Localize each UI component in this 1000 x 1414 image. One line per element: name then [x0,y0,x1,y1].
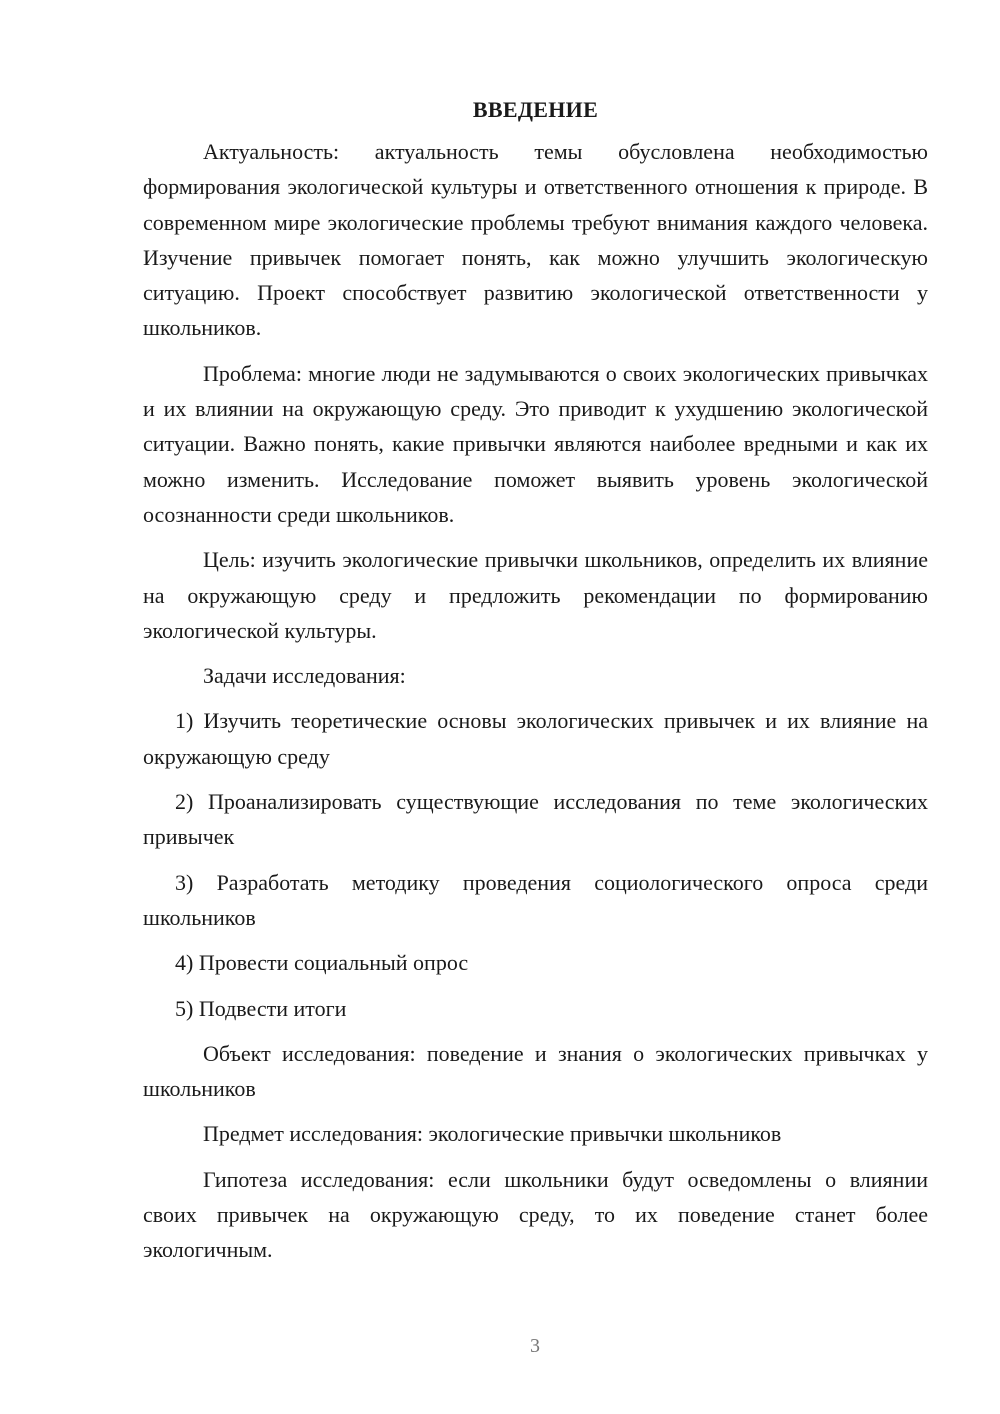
goal-paragraph: Цель: изучить экологические привычки школьников, определить их влияние на окружающую среду и предложить рекомендации по формированию экологической культуры. [143,547,928,643]
document-page [143,92,928,1278]
task-item-1: 1) Изучить теоретические основы экологических привычек и их влияние на окружающую среду [143,708,928,769]
problem-paragraph: Проблема: многие люди не задумываются о своих экологических привычках и их влиянии на окружающую среду. Это приводит к ухудшению экологической ситуации. Важно понять, какие привычки являются наиболее вредными и как их можно изменить. Исследование поможет выявить уровень экологической осознанности среди школьников. [143,360,928,527]
section-title: ВВЕДЕНИЕ [472,97,599,122]
task-item-3: 3) Разработать методику проведения социологического опроса среди школьников [143,869,928,930]
task-item-2: 2) Проанализировать существующие исследования по теме экологических привычек [143,789,928,850]
subject-paragraph: Предмет исследования: экологические привычки школьников [203,1121,782,1147]
page-number: 3 [530,1335,540,1357]
tasks-heading: Задачи исследования: [203,663,406,689]
task-item-4: 4) Провести социальный опрос [175,950,469,976]
task-item-5: 5) Подвести итоги [175,995,347,1021]
relevance-paragraph: Актуальность: актуальность темы обусловлена необходимостью формирования экологической культуры и ответственного отношения к природе. В современном мире экологические проблемы требуют внимания каждого человека. Изучение привычек помогает понять, как можно улучшить экологическую ситуацию. Проект способствует развитию экологической ответственности у школьников. [143,139,928,341]
object-paragraph: Объект исследования: поведение и знания о экологических привычках у школьников [143,1040,928,1102]
hypothesis-paragraph: Гипотеза исследования: если школьники будут осведомлены о влиянии своих привычек на окружающую среду, то их поведение станет более экологичным. [143,1166,928,1263]
